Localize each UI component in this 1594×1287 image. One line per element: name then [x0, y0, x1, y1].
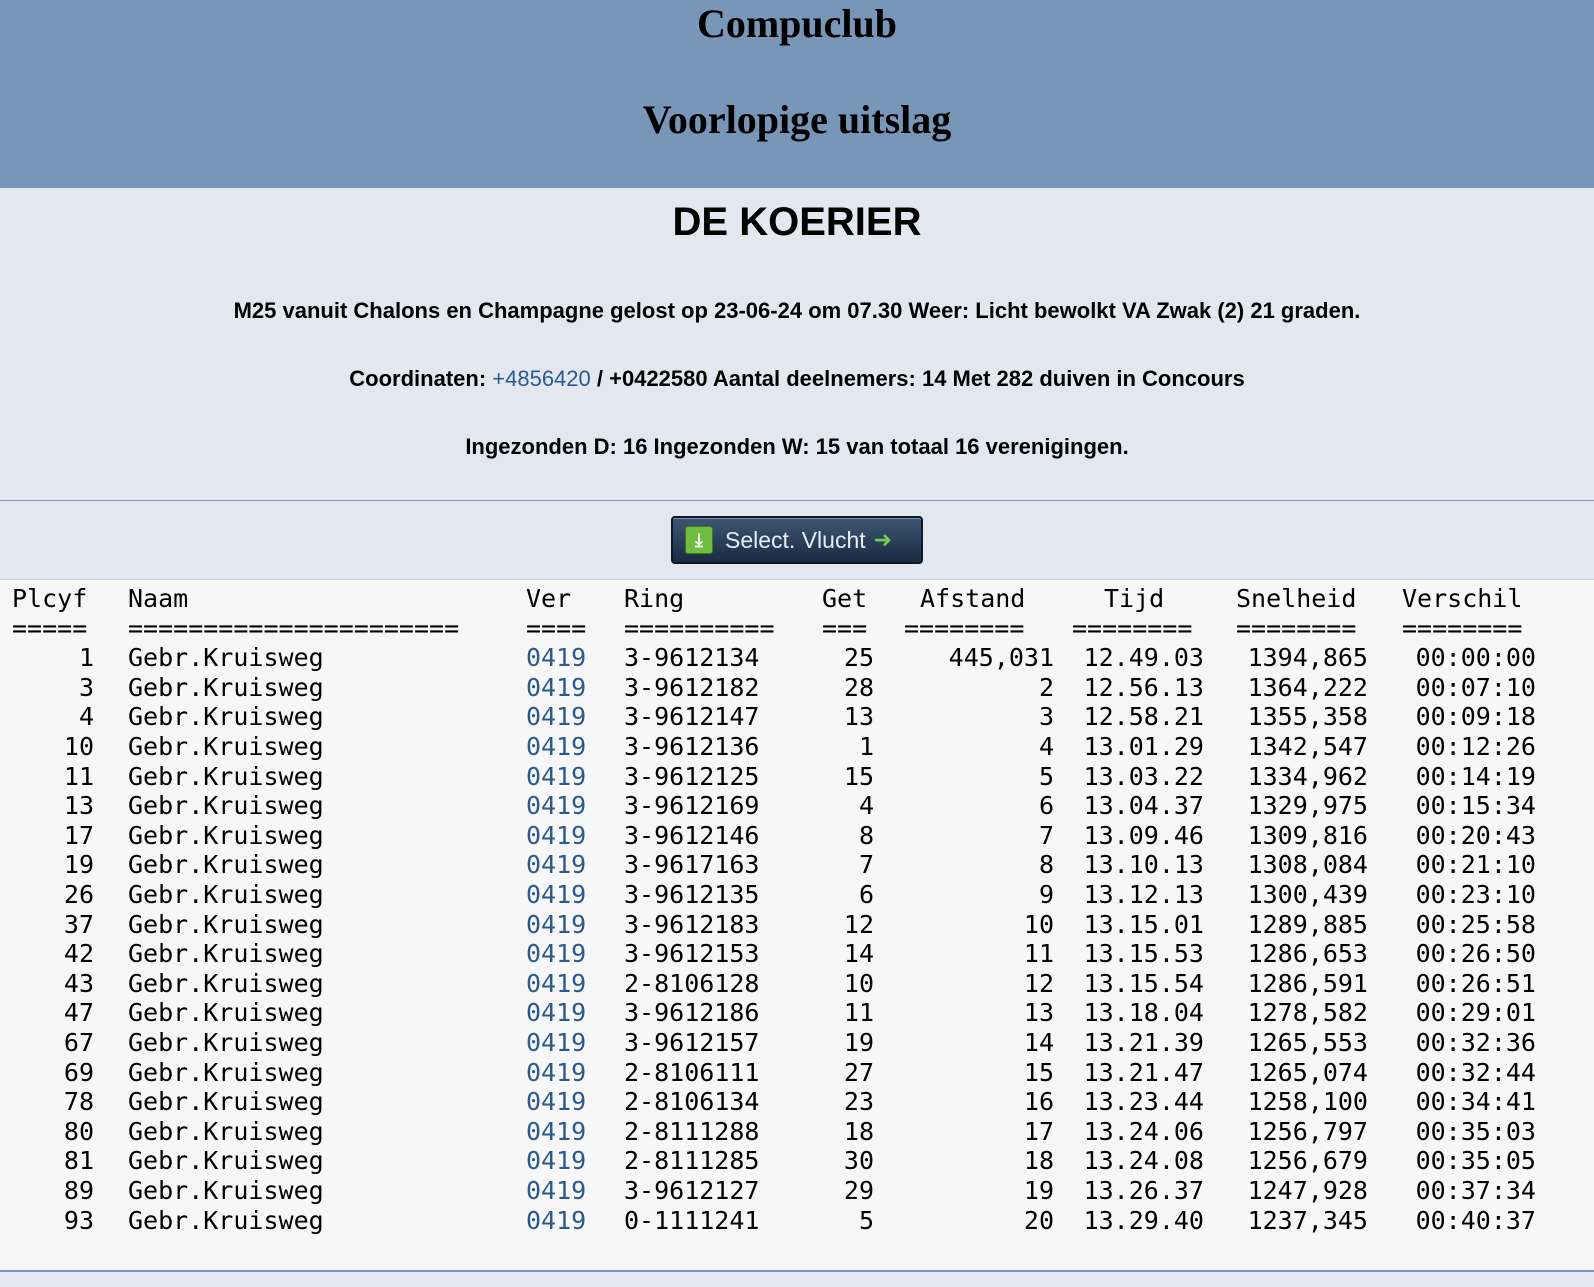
column-separator-verschil: ========	[1402, 613, 1523, 643]
download-icon: ⤓	[685, 526, 713, 554]
column-separator-snelheid: ========	[1236, 613, 1357, 643]
cell-verschil: 00:35:05	[1415, 1146, 1536, 1176]
cell-get: 12	[843, 909, 874, 939]
column-separator-tijd: ========	[1072, 613, 1193, 643]
cell-plcyf: 42	[63, 939, 94, 969]
cell-snelheid: 1300,439	[1247, 880, 1368, 909]
cell-snelheid: 1256,797	[1247, 1116, 1368, 1146]
cell-get: 23	[843, 1087, 874, 1117]
cell-ver[interactable]: 0419	[526, 820, 587, 850]
cell-get: 15	[843, 761, 874, 791]
column-header-afstand: Afstand	[920, 584, 1026, 613]
column-header-verschil: Verschil	[1402, 584, 1523, 613]
cell-plcyf: 17	[63, 820, 94, 850]
cell-afstand: 12	[1023, 968, 1054, 998]
cell-naam: Gebr.Kruisweg	[128, 909, 324, 939]
cell-ring: 3-9612186	[624, 998, 760, 1028]
cell-afstand: 4	[1038, 732, 1054, 761]
race-info	[0, 188, 1594, 501]
cell-verschil: 00:40:37	[1415, 1205, 1536, 1235]
column-header-ring: Ring	[624, 584, 685, 613]
cell-ring: 3-9612135	[624, 880, 760, 909]
cell-naam: Gebr.Kruisweg	[128, 761, 324, 791]
cell-verschil: 00:14:19	[1415, 761, 1536, 791]
cell-plcyf: 19	[63, 850, 94, 880]
cell-ver[interactable]: 0419	[526, 1205, 587, 1235]
table-row	[0, 910, 1594, 940]
cell-verschil: 00:35:03	[1415, 1116, 1536, 1146]
cell-get: 19	[843, 1028, 874, 1057]
results-table	[0, 580, 1594, 1272]
cell-snelheid: 1286,591	[1247, 968, 1368, 998]
cell-ver[interactable]: 0419	[526, 643, 587, 673]
cell-ring: 3-9612182	[624, 672, 760, 702]
cell-plcyf: 1	[78, 643, 94, 673]
table-header-row	[0, 584, 1594, 614]
cell-plcyf: 10	[63, 732, 94, 761]
cell-ver[interactable]: 0419	[526, 702, 587, 732]
table-row	[0, 1117, 1594, 1147]
cell-afstand: 20	[1023, 1205, 1054, 1235]
column-separator-ring: ==========	[624, 613, 775, 643]
cell-tijd: 13.04.37	[1083, 791, 1204, 821]
table-row	[0, 791, 1594, 821]
cell-naam: Gebr.Kruisweg	[128, 1116, 324, 1146]
cell-naam: Gebr.Kruisweg	[128, 998, 324, 1028]
table-row	[0, 1028, 1594, 1058]
cell-naam: Gebr.Kruisweg	[128, 791, 324, 821]
cell-plcyf: 78	[63, 1087, 94, 1117]
cell-naam: Gebr.Kruisweg	[128, 850, 324, 880]
cell-tijd: 13.24.08	[1083, 1146, 1204, 1176]
table-row	[0, 762, 1594, 792]
cell-ver[interactable]: 0419	[526, 672, 587, 702]
cell-tijd: 13.21.47	[1083, 1057, 1204, 1087]
cell-snelheid: 1309,816	[1247, 820, 1368, 850]
table-row	[0, 821, 1594, 851]
cell-tijd: 13.21.39	[1083, 1028, 1204, 1057]
cell-tijd: 13.12.13	[1083, 880, 1204, 909]
cell-naam: Gebr.Kruisweg	[128, 880, 324, 909]
cell-snelheid: 1308,084	[1247, 850, 1368, 880]
cell-snelheid: 1334,962	[1247, 761, 1368, 791]
cell-snelheid: 1355,358	[1247, 702, 1368, 732]
cell-afstand: 11	[1023, 939, 1054, 969]
cell-tijd: 12.49.03	[1083, 643, 1204, 673]
column-separator-ver: ====	[526, 613, 587, 643]
cell-ring: 3-9612153	[624, 939, 760, 969]
cell-ver[interactable]: 0419	[526, 761, 587, 791]
cell-tijd: 13.15.53	[1083, 939, 1204, 969]
table-row	[0, 1058, 1594, 1088]
cell-plcyf: 4	[78, 702, 94, 732]
table-row	[0, 643, 1594, 673]
cell-plcyf: 67	[63, 1028, 94, 1057]
table-row	[0, 939, 1594, 969]
cell-plcyf: 13	[63, 791, 94, 821]
top-banner	[0, 0, 1594, 188]
cell-naam: Gebr.Kruisweg	[128, 732, 324, 761]
cell-snelheid: 1329,975	[1247, 791, 1368, 821]
cell-afstand: 13	[1023, 998, 1054, 1028]
club-name: Compuclub	[696, 1, 898, 46]
select-flight-button[interactable]	[671, 516, 923, 564]
cell-afstand: 10	[1023, 909, 1054, 939]
cell-ver[interactable]: 0419	[526, 1057, 587, 1087]
cell-naam: Gebr.Kruisweg	[128, 1057, 324, 1087]
table-row	[0, 732, 1594, 762]
table-row	[0, 850, 1594, 880]
cell-get: 13	[843, 702, 874, 732]
cell-get: 11	[843, 998, 874, 1028]
cell-plcyf: 3	[78, 672, 94, 702]
cell-get: 10	[843, 968, 874, 998]
cell-plcyf: 81	[63, 1146, 94, 1176]
cell-naam: Gebr.Kruisweg	[128, 702, 324, 732]
table-row	[0, 673, 1594, 703]
cell-ring: 2-8106111	[624, 1057, 760, 1087]
cell-tijd: 13.03.22	[1083, 761, 1204, 791]
cell-ver[interactable]: 0419	[526, 968, 587, 998]
column-header-snelheid: Snelheid	[1236, 584, 1357, 613]
cell-get: 27	[843, 1057, 874, 1087]
cell-ver[interactable]: 0419	[526, 909, 587, 939]
cell-ver[interactable]: 0419	[526, 791, 587, 821]
page-title: DE KOERIER	[672, 200, 922, 244]
cell-verschil: 00:32:44	[1415, 1057, 1536, 1087]
column-header-naam: Naam	[128, 584, 189, 613]
cell-tijd: 13.01.29	[1083, 732, 1204, 761]
cell-afstand: 19	[1023, 1176, 1054, 1205]
cell-get: 18	[843, 1116, 874, 1146]
page-subtitle: Voorlopige uitslag	[642, 97, 952, 142]
cell-afstand: 15	[1023, 1057, 1054, 1087]
column-separator-get: ===	[822, 613, 868, 643]
cell-verschil: 00:00:00	[1415, 643, 1536, 673]
cell-snelheid: 1364,222	[1247, 672, 1368, 702]
column-header-plcyf: Plcyf	[12, 584, 88, 613]
cell-tijd: 13.09.46	[1083, 820, 1204, 850]
cell-verschil: 00:25:58	[1415, 909, 1536, 939]
cell-naam: Gebr.Kruisweg	[128, 672, 324, 702]
cell-verschil: 00:34:41	[1415, 1087, 1536, 1117]
cell-verschil: 00:26:51	[1415, 968, 1536, 998]
cell-ver[interactable]: 0419	[526, 1028, 587, 1057]
cell-snelheid: 1342,547	[1247, 732, 1368, 761]
cell-get: 30	[843, 1146, 874, 1176]
cell-afstand: 6	[1038, 791, 1054, 821]
arrow-right-icon: ➜	[873, 527, 893, 552]
cell-afstand: 5	[1038, 761, 1054, 791]
cell-tijd: 13.10.13	[1083, 850, 1204, 880]
cell-verschil: 00:09:18	[1415, 702, 1536, 732]
cell-ring: 2-8111288	[624, 1116, 760, 1146]
coordinates-rest: / +0422580 Aantal deelnemers: 14 Met 282 duiven in Concours	[590, 366, 1245, 391]
cell-naam: Gebr.Kruisweg	[128, 1087, 324, 1117]
cell-naam: Gebr.Kruisweg	[128, 820, 324, 850]
cell-ring: 3-9612136	[624, 732, 760, 761]
cell-get: 7	[858, 850, 874, 880]
cell-ver[interactable]: 0419	[526, 1146, 587, 1176]
column-separator-naam: ======================	[128, 613, 460, 643]
cell-tijd: 13.15.54	[1083, 968, 1204, 998]
cell-plcyf: 43	[63, 968, 94, 998]
cell-plcyf: 69	[63, 1057, 94, 1087]
cell-snelheid: 1247,928	[1247, 1176, 1368, 1205]
table-row	[0, 1206, 1594, 1236]
cell-afstand: 18	[1023, 1146, 1054, 1176]
button-bar	[0, 501, 1594, 580]
cell-plcyf: 47	[63, 998, 94, 1028]
cell-verschil: 00:23:10	[1415, 880, 1536, 909]
cell-verschil: 00:32:36	[1415, 1028, 1536, 1057]
cell-ver[interactable]: 0419	[526, 1176, 587, 1205]
cell-ver[interactable]: 0419	[526, 939, 587, 969]
coordinates-link[interactable]: +4856420	[492, 366, 591, 391]
cell-afstand: 8	[1038, 850, 1054, 880]
cell-ring: 2-8106128	[624, 968, 760, 998]
cell-get: 5	[858, 1205, 874, 1235]
cell-verschil: 00:15:34	[1415, 791, 1536, 821]
cell-snelheid: 1278,582	[1247, 998, 1368, 1028]
cell-verschil: 00:20:43	[1415, 820, 1536, 850]
cell-get: 8	[858, 820, 874, 850]
cell-snelheid: 1286,653	[1247, 939, 1368, 969]
cell-ver[interactable]: 0419	[526, 1116, 587, 1146]
cell-get: 28	[843, 672, 874, 702]
cell-snelheid: 1394,865	[1247, 643, 1368, 673]
cell-verschil: 00:29:01	[1415, 998, 1536, 1028]
table-row	[0, 1087, 1594, 1117]
column-header-get: Get	[822, 584, 868, 613]
cell-ring: 3-9612146	[624, 820, 760, 850]
cell-ring: 3-9612134	[624, 643, 760, 673]
cell-tijd: 13.23.44	[1083, 1087, 1204, 1117]
cell-ver[interactable]: 0419	[526, 880, 587, 909]
cell-afstand: 16	[1023, 1087, 1054, 1117]
cell-naam: Gebr.Kruisweg	[128, 1028, 324, 1057]
cell-ring: 2-8111285	[624, 1146, 760, 1176]
cell-verschil: 00:07:10	[1415, 672, 1536, 702]
cell-naam: Gebr.Kruisweg	[128, 1205, 324, 1235]
cell-tijd: 13.18.04	[1083, 998, 1204, 1028]
cell-plcyf: 80	[63, 1116, 94, 1146]
submission-info: Ingezonden D: 16 Ingezonden W: 15 van totaal 16 verenigingen.	[465, 434, 1129, 459]
cell-tijd: 13.26.37	[1083, 1176, 1204, 1205]
column-separator-afstand: ========	[904, 613, 1025, 643]
coordinates-label: Coordinaten:	[349, 366, 493, 391]
cell-ver[interactable]: 0419	[526, 998, 587, 1028]
cell-snelheid: 1289,885	[1247, 909, 1368, 939]
table-row	[0, 1176, 1594, 1206]
cell-ring: 2-8106134	[624, 1087, 760, 1117]
cell-tijd: 13.24.06	[1083, 1116, 1204, 1146]
coordinates-line	[0, 366, 1594, 392]
cell-plcyf: 11	[63, 761, 94, 791]
cell-afstand: 445,031	[948, 643, 1054, 673]
cell-verschil: 00:21:10	[1415, 850, 1536, 880]
cell-plcyf: 89	[63, 1176, 94, 1205]
cell-snelheid: 1265,553	[1247, 1028, 1368, 1057]
table-row	[0, 880, 1594, 910]
cell-ring: 3-9612147	[624, 702, 760, 732]
cell-afstand: 2	[1038, 672, 1054, 702]
cell-tijd: 12.56.13	[1083, 672, 1204, 702]
table-row	[0, 1146, 1594, 1176]
cell-plcyf: 37	[63, 909, 94, 939]
cell-ring: 3-9612125	[624, 761, 760, 791]
cell-snelheid: 1237,345	[1247, 1205, 1368, 1235]
cell-get: 1	[858, 732, 874, 761]
cell-verschil: 00:26:50	[1415, 939, 1536, 969]
table-row	[0, 702, 1594, 732]
race-description: M25 vanuit Chalons en Champagne gelost op 23-06-24 om 07.30 Weer: Licht bewolkt VA Zwak (2) 21 graden.	[233, 298, 1361, 323]
cell-afstand: 7	[1038, 820, 1054, 850]
cell-ring: 3-9612183	[624, 909, 760, 939]
cell-ring: 0-1111241	[624, 1205, 760, 1235]
cell-snelheid: 1258,100	[1247, 1087, 1368, 1117]
cell-ring: 3-9612127	[624, 1176, 760, 1205]
cell-get: 4	[858, 791, 874, 821]
cell-naam: Gebr.Kruisweg	[128, 968, 324, 998]
cell-plcyf: 26	[63, 880, 94, 909]
cell-snelheid: 1265,074	[1247, 1057, 1368, 1087]
cell-get: 6	[858, 880, 874, 909]
cell-naam: Gebr.Kruisweg	[128, 643, 324, 673]
column-separator-plcyf: =====	[12, 613, 88, 643]
table-separator-row	[0, 614, 1594, 644]
cell-get: 25	[843, 643, 874, 673]
cell-afstand: 3	[1038, 702, 1054, 732]
cell-afstand: 17	[1023, 1116, 1054, 1146]
cell-tijd: 13.29.40	[1083, 1205, 1204, 1235]
cell-plcyf: 93	[63, 1205, 94, 1235]
cell-ver[interactable]: 0419	[526, 1087, 587, 1117]
cell-verschil: 00:37:34	[1415, 1176, 1536, 1205]
cell-verschil: 00:12:26	[1415, 732, 1536, 761]
table-row	[0, 998, 1594, 1028]
column-header-tijd: Tijd	[1104, 584, 1165, 613]
cell-ring: 3-9617163	[624, 850, 760, 880]
cell-naam: Gebr.Kruisweg	[128, 1146, 324, 1176]
table-row	[0, 969, 1594, 999]
cell-ver[interactable]: 0419	[526, 732, 587, 761]
cell-ring: 3-9612157	[624, 1028, 760, 1057]
cell-tijd: 13.15.01	[1083, 909, 1204, 939]
cell-get: 29	[843, 1176, 874, 1205]
cell-ver[interactable]: 0419	[526, 850, 587, 880]
select-flight-label: Select. Vlucht	[725, 526, 866, 553]
cell-snelheid: 1256,679	[1247, 1146, 1368, 1176]
cell-afstand: 9	[1038, 880, 1054, 909]
cell-ring: 3-9612169	[624, 791, 760, 821]
column-header-ver: Ver	[526, 584, 572, 613]
cell-naam: Gebr.Kruisweg	[128, 939, 324, 969]
cell-tijd: 12.58.21	[1083, 702, 1204, 732]
cell-afstand: 14	[1023, 1028, 1054, 1057]
cell-get: 14	[843, 939, 874, 969]
cell-naam: Gebr.Kruisweg	[128, 1176, 324, 1205]
